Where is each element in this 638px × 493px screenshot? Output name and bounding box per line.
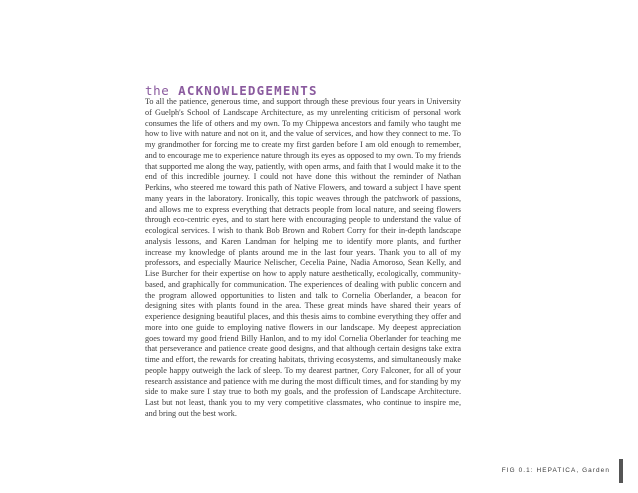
figure-caption: FIG 0.1: HEPATICA, Garden [501,467,610,474]
page-title [145,83,318,98]
title-main: ACKNOWLEDGEMENTS [178,83,318,98]
title-prefix: the [145,83,170,98]
acknowledgements-body: To all the patience, generous time, and support through these previous four years in University of Guelph's School of Landscape Architecture, as my unrelenting criticism of personal work consumes the life of others and my own. To my Chippewa ancestors and family who taught me how to live with nature and not on it, and the value of services, and how they connect to me. To my grandmother for forcing me to create my first garden before I am old enough to remember, and to encourage me to experience nature through its eyes as opposed to my own. To my friends that supported me along the way, patiently, with open arms, and faith that I would make it to the end of this incredible journey. I could not have done this without the reminder of Nathan Perkins, who steered me toward this path of Native Flowers, and toward a subject I have spent many years in the laboratory. Ironically, this topic weaves through the patchwork of passions, and allows me to express everything that detracts people from local nature, and seeing flowers through eco-centric eyes, and to start here with encouraging people to understand the value of ecological services. I wish to thank Bob Brown and Robert Corry for their in-depth landscape analysis lessons, and Karen Landman for helping me to identify more plants, and further increase my knowledge of plants around me in the last four years. Thank you to all of my professors, and especially Maurice Nelischer, Cecelia Paine, Nadia Amoroso, Sean Kelly, and Lise Burcher for their expertise on how to apply nature aesthetically, ecologically, community-based, and graphically for communication. The experiences of dealing with public concern and the program allowed opportunities to listen and talk to Cornelia Oberlander, a beacon for designing sites with plants found in the area. These great minds have shared their years of experience designing beautiful places, and this thesis aims to combine everything they offer and more into one guide to employing native flowers in our landscape. My deepest appreciation goes toward my good friend Billy Hanlon, and to my idol Cornelia Oberlander for teaching me that perseverance and patience create good designs, and that although certain designs take extra time and effort, the rewards for creating habitats, thriving ecosystems, and simultaneously make people happy outweigh the lack of sleep. To my dearest partner, Cory Falconer, for all of your research assistance and patience with me during the most difficult times, and for standing by my side to make sure I stay true to both my goals, and the profession of Landscape Architecture. Last but not least, thank you to my very competitive classmates, who continue to inspire me, and bring out the best work. [145,97,461,418]
page-edge-bar [619,459,623,483]
